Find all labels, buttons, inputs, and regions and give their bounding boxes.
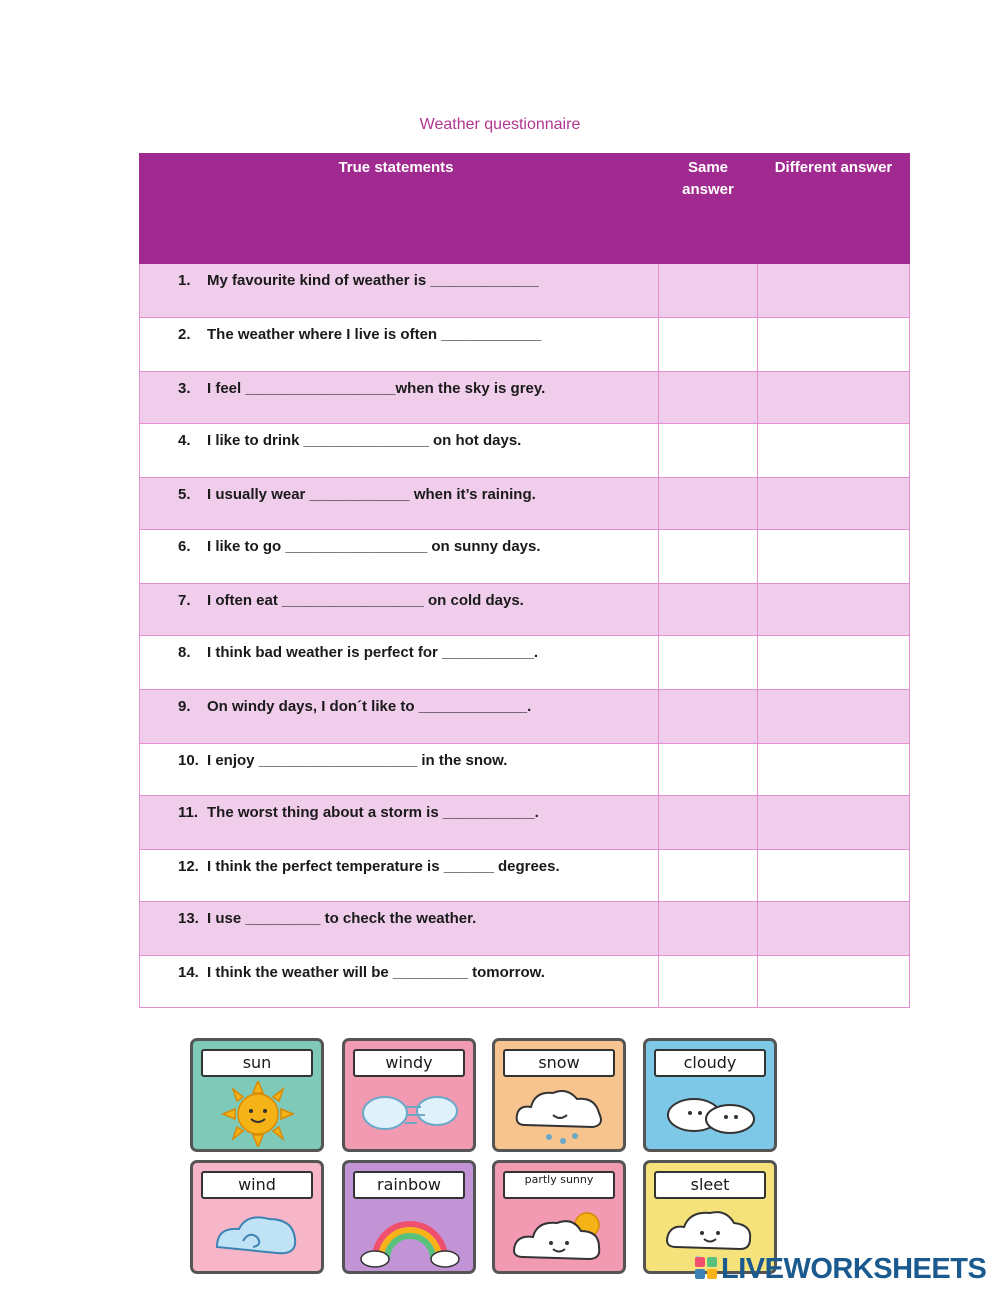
windy-icon <box>355 1081 465 1147</box>
statement-number: 6. <box>178 538 191 555</box>
rainbow-icon <box>355 1203 465 1269</box>
statement-number: 7. <box>178 592 191 609</box>
statement-text: I enjoy ___________________ in the snow. <box>207 752 508 769</box>
statement-number: 10. <box>178 752 199 769</box>
different-answer-cell[interactable] <box>758 372 910 424</box>
card-sun <box>190 1038 324 1152</box>
statement-cell <box>140 902 659 956</box>
statement-number: 5. <box>178 486 191 503</box>
statement-number: 1. <box>178 272 191 289</box>
statement-number: 2. <box>178 326 191 343</box>
card-label: partly sunny <box>503 1171 615 1199</box>
statement-cell <box>140 744 659 796</box>
statement-cell <box>140 530 659 584</box>
different-answer-cell[interactable] <box>758 744 910 796</box>
table-row <box>140 318 910 372</box>
cloudy-icon <box>656 1081 766 1147</box>
statement-number: 11. <box>178 804 199 821</box>
different-answer-cell[interactable] <box>758 850 910 902</box>
card-wind <box>190 1160 324 1274</box>
statement-text: I like to go _________________ on sunny days. <box>207 538 541 555</box>
card-snow <box>492 1038 626 1152</box>
statement-cell <box>140 478 659 530</box>
statement-number: 4. <box>178 432 191 449</box>
table-row <box>140 636 910 690</box>
statement-text: The weather where I live is often ____________ <box>207 326 542 343</box>
different-answer-cell[interactable] <box>758 902 910 956</box>
same-answer-cell[interactable] <box>659 584 758 636</box>
statement-cell <box>140 424 659 478</box>
partly-sunny-icon <box>505 1203 615 1269</box>
statement-cell <box>140 850 659 902</box>
statement-text: I like to drink _______________ on hot days. <box>207 432 522 449</box>
liveworksheets-logo <box>695 1252 986 1286</box>
card-label: windy <box>353 1049 465 1077</box>
statement-text: I use _________ to check the weather. <box>207 910 477 927</box>
different-answer-cell[interactable] <box>758 636 910 690</box>
table-row <box>140 424 910 478</box>
statement-cell <box>140 690 659 744</box>
card-rainbow <box>342 1160 476 1274</box>
statement-number: 12. <box>178 858 199 875</box>
same-answer-cell[interactable] <box>659 478 758 530</box>
table-header-row <box>140 154 910 264</box>
header-true-statements: True statements <box>140 154 659 264</box>
statement-cell <box>140 264 659 318</box>
same-answer-cell[interactable] <box>659 636 758 690</box>
card-partly-sunny <box>492 1160 626 1274</box>
table-row <box>140 584 910 636</box>
card-label: snow <box>503 1049 615 1077</box>
wind-icon <box>203 1203 313 1269</box>
snow-cloud-icon <box>505 1081 615 1147</box>
statement-text: I feel __________________when the sky is grey. <box>207 380 546 397</box>
same-answer-cell[interactable] <box>659 850 758 902</box>
sun-icon <box>203 1081 313 1147</box>
statement-text: I often eat _________________ on cold days. <box>207 592 524 609</box>
statement-text: My favourite kind of weather is _____________ <box>207 272 539 289</box>
table-row <box>140 796 910 850</box>
header-different-answer: Different answer <box>758 154 910 264</box>
same-answer-cell[interactable] <box>659 744 758 796</box>
same-answer-cell[interactable] <box>659 318 758 372</box>
header-same-answer: Same answer <box>659 154 758 264</box>
table-row <box>140 956 910 1008</box>
different-answer-cell[interactable] <box>758 584 910 636</box>
card-cloudy <box>643 1038 777 1152</box>
statement-cell <box>140 796 659 850</box>
table-row <box>140 530 910 584</box>
statement-cell <box>140 636 659 690</box>
statement-number: 3. <box>178 380 191 397</box>
statement-text: I think bad weather is perfect for ___________. <box>207 644 538 661</box>
statement-text: On windy days, I don´t like to _____________. <box>207 698 532 715</box>
same-answer-cell[interactable] <box>659 690 758 744</box>
table-row <box>140 902 910 956</box>
statement-text: The worst thing about a storm is ___________. <box>207 804 539 821</box>
statement-cell <box>140 584 659 636</box>
different-answer-cell[interactable] <box>758 318 910 372</box>
different-answer-cell[interactable] <box>758 690 910 744</box>
logo-text: LIVEWORKSHEETS <box>721 1252 987 1285</box>
card-label: rainbow <box>353 1171 465 1199</box>
statement-text: I usually wear ____________ when it’s raining. <box>207 486 536 503</box>
card-label: sun <box>201 1049 313 1077</box>
statement-text: I think the weather will be _________ tomorrow. <box>207 964 545 981</box>
weather-cards <box>190 1038 786 1280</box>
statement-number: 9. <box>178 698 191 715</box>
same-answer-cell[interactable] <box>659 424 758 478</box>
different-answer-cell[interactable] <box>758 424 910 478</box>
statement-cell <box>140 372 659 424</box>
different-answer-cell[interactable] <box>758 530 910 584</box>
same-answer-cell[interactable] <box>659 902 758 956</box>
different-answer-cell[interactable] <box>758 478 910 530</box>
weather-questionnaire-table <box>139 153 910 1008</box>
table-row <box>140 264 910 318</box>
different-answer-cell[interactable] <box>758 796 910 850</box>
table-row <box>140 478 910 530</box>
different-answer-cell[interactable] <box>758 264 910 318</box>
table-row <box>140 690 910 744</box>
same-answer-cell[interactable] <box>659 264 758 318</box>
page-title: Weather questionnaire <box>419 116 581 133</box>
card-windy <box>342 1038 476 1152</box>
statement-cell <box>140 318 659 372</box>
logo-mark-icon <box>695 1255 719 1283</box>
same-answer-cell[interactable] <box>659 956 758 1008</box>
card-label: sleet <box>654 1171 766 1199</box>
card-label: wind <box>201 1171 313 1199</box>
statement-number: 13. <box>178 910 199 927</box>
table-row <box>140 744 910 796</box>
statement-cell <box>140 956 659 1008</box>
same-answer-cell[interactable] <box>659 530 758 584</box>
different-answer-cell[interactable] <box>758 956 910 1008</box>
statement-text: I think the perfect temperature is ______ degrees. <box>207 858 560 875</box>
table-row <box>140 372 910 424</box>
same-answer-cell[interactable] <box>659 796 758 850</box>
statement-number: 8. <box>178 644 191 661</box>
statement-number: 14. <box>178 964 199 981</box>
same-answer-cell[interactable] <box>659 372 758 424</box>
card-label: cloudy <box>654 1049 766 1077</box>
table-row <box>140 850 910 902</box>
